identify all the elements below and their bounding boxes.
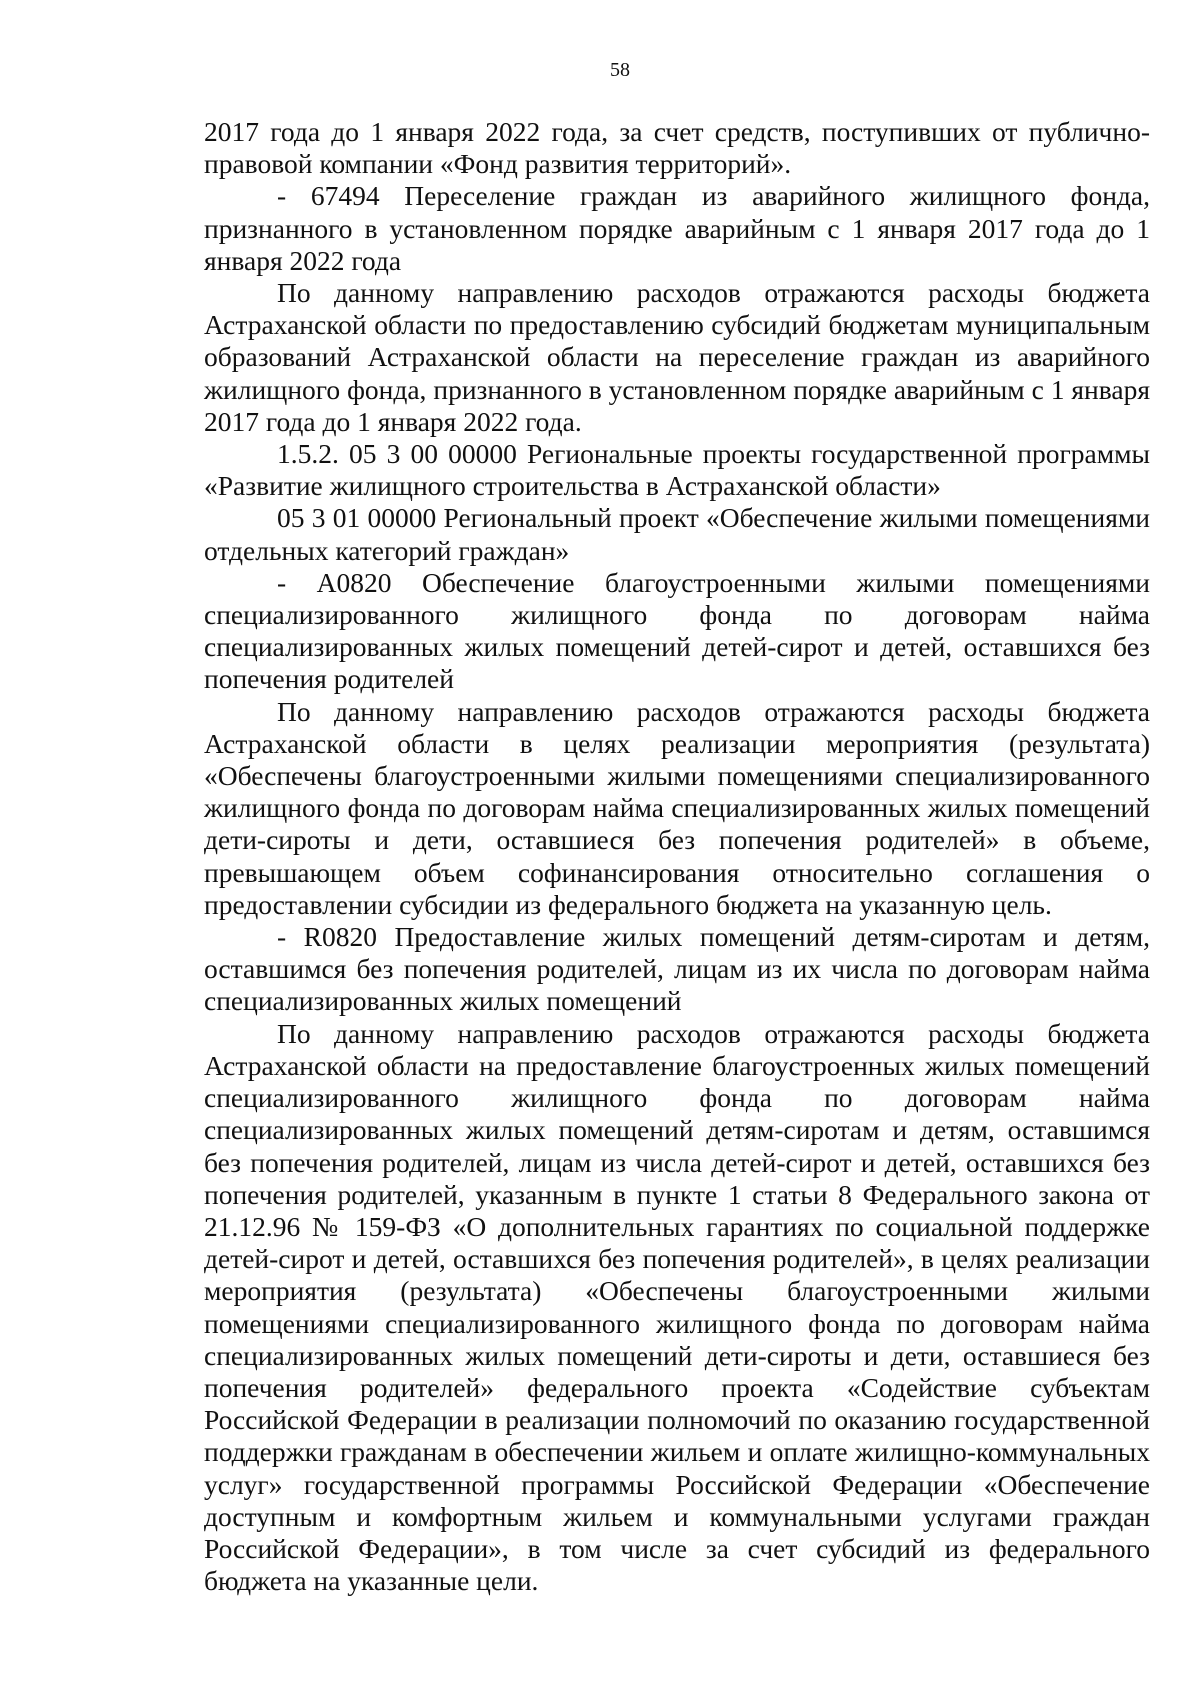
paragraph-regional-project: 05 3 01 00000 Региональный проект «Обеспечение жилыми помещениями отдельных категорий граждан» xyxy=(204,502,1150,566)
page-number: 58 xyxy=(610,59,630,81)
paragraph-description-a0820: По данному направлению расходов отражаются расходы бюджета Астраханской области в целях реализации мероприятия (результата) «Обеспечены благоустроенными жилыми помещениями специализированного жилищного фонда по договорам найма специализированных жилых помещений дети-сироты и дети, оставшиеся без попечения родителей» в объеме, превышающем объем софинансирования относительно соглашения о предоставлении субсидии из федерального бюджета на указанную цель. xyxy=(204,695,1150,920)
paragraph-continuation: 2017 года до 1 января 2022 года, за счет средств, поступивших от публично-правовой компании «Фонд развития территорий». xyxy=(204,116,1150,180)
paragraph-description-67494: По данному направлению расходов отражаются расходы бюджета Астраханской области по предоставлению субсидий бюджетам муниципальным образований Астраханской области на переселение граждан из аварийного жилищного фонда, признанного в установленном порядке аварийным с 1 января 2017 года до 1 января 2022 года. xyxy=(204,277,1150,437)
paragraph-description-r0820: По данному направлению расходов отражаются расходы бюджета Астраханской области на предоставление благоустроенных жилых помещений специализированного жилищного фонда по договорам найма специализированных жилых помещений детям-сиротам и детям, оставшимся без попечения родителей, лицам из числа детей-сирот и детей, оставшихся без попечения родителей, указанным в пункте 1 статьи 8 Федерального закона от 21.12.96 № 159-ФЗ «О дополнительных гарантиях по социальной поддержке детей-сирот и детей, оставшихся без попечения родителей», в целях реализации мероприятия (результата) «Обеспечены благоустроенными жилыми помещениями специализированного жилищного фонда по договорам найма специализированных жилых помещений дети-сироты и дети, оставшиеся без попечения родителей» федерального проекта «Содействие субъектам Российской Федерации в реализации полномочий по оказанию государственной поддержки гражданам в обеспечении жильем и оплате жилищно-коммунальных услуг» государственной программы Российской Федерации «Обеспечение доступным и комфортным жильем и коммунальными услугами граждан Российской Федерации», в том числе за счет субсидий из федерального бюджета на указанные цели. xyxy=(204,1017,1150,1597)
paragraph-section-1-5-2: 1.5.2. 05 3 00 00000 Региональные проекты государственной программы «Развитие жилищного строительства в Астраханской области» xyxy=(204,438,1150,502)
document-body xyxy=(204,116,1150,1597)
paragraph-item-67494: - 67494 Переселение граждан из аварийного жилищного фонда, признанного в установленном порядке аварийным с 1 января 2017 года до 1 января 2022 года xyxy=(204,180,1150,276)
paragraph-item-r0820: - R0820 Предоставление жилых помещений детям-сиротам и детям, оставшимся без попечения родителей, лицам из их числа по договорам найма специализированных жилых помещений xyxy=(204,921,1150,1017)
paragraph-item-a0820: - А0820 Обеспечение благоустроенными жилыми помещениями специализированного жилищного фонда по договорам найма специализированных жилых помещений детей-сирот и детей, оставшихся без попечения родителей xyxy=(204,566,1150,695)
